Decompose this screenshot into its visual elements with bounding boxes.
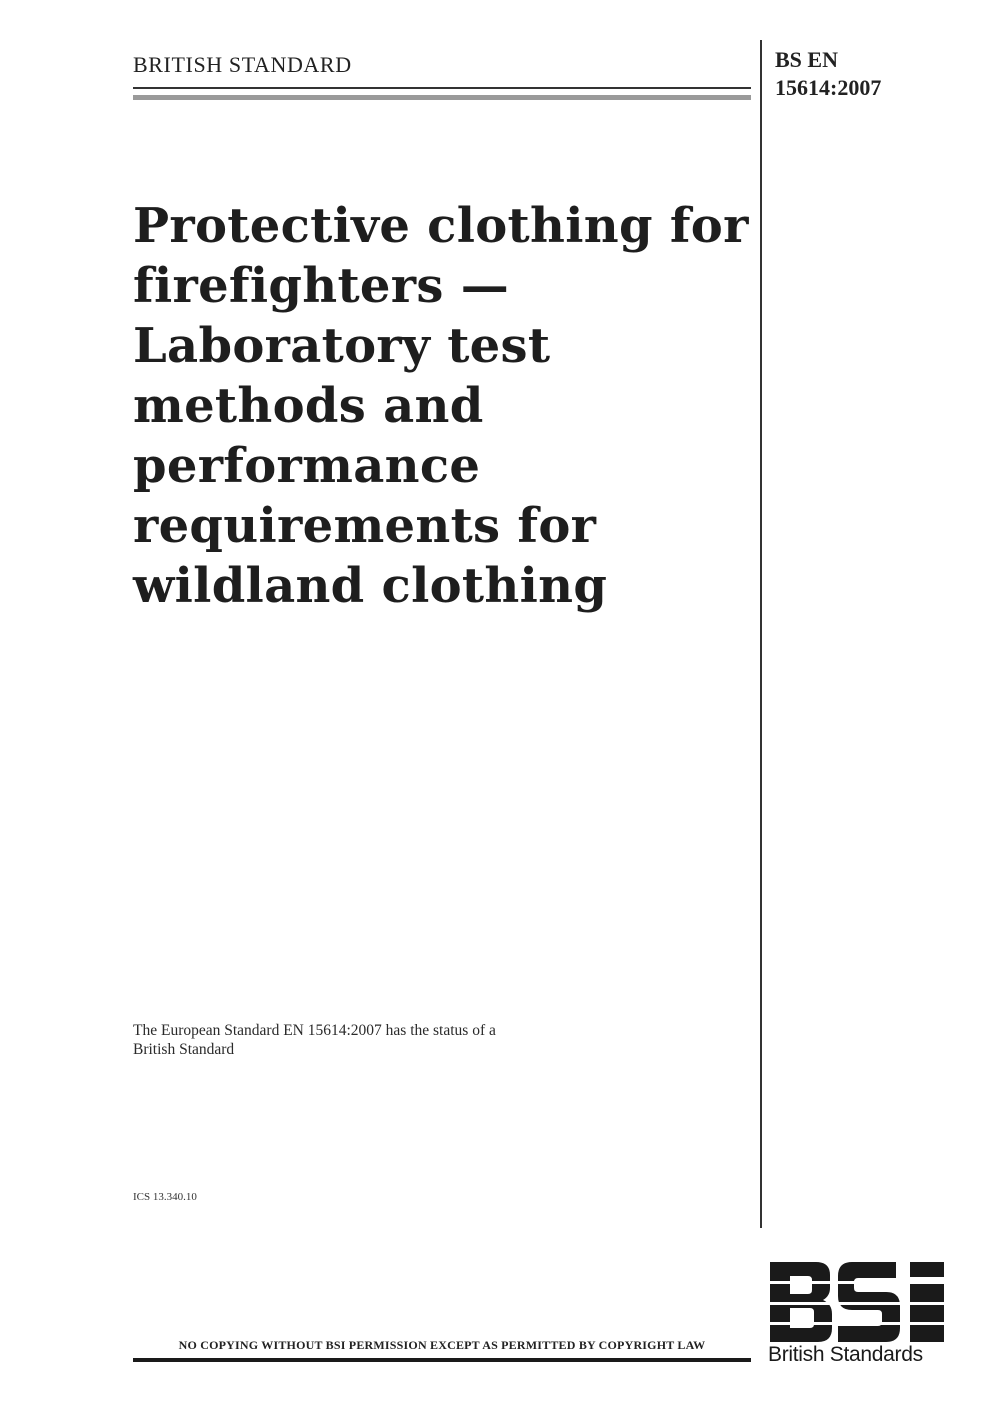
standard-type-label: BRITISH STANDARD [133, 52, 352, 77]
title-line: performance [133, 438, 481, 494]
bsi-logo-caption: British Standards [768, 1343, 923, 1366]
title-line: Protective clothing for [133, 198, 749, 254]
title-line: firefighters — [133, 258, 509, 314]
document-code [775, 46, 965, 102]
vertical-divider [760, 40, 762, 1228]
ics-code: ICS 13.340.10 [133, 1191, 197, 1203]
title-line: Laboratory test [133, 318, 551, 374]
status-statement [133, 1021, 693, 1059]
document-title [133, 196, 753, 616]
document-code-line-1: BS EN [775, 47, 838, 72]
status-line: The European Standard EN 15614:2007 has the status of a [133, 1022, 496, 1039]
title-line: methods and [133, 378, 484, 434]
copyright-notice: NO COPYING WITHOUT BSI PERMISSION EXCEPT AS PERMITTED BY COPYRIGHT LAW [178, 1338, 706, 1352]
header-rule-thick [133, 95, 751, 100]
footer-rule [133, 1358, 751, 1362]
title-line: requirements for [133, 498, 597, 554]
document-code-line-2: 15614:2007 [775, 75, 882, 100]
header-rule-thin [133, 87, 751, 89]
title-line: wildland clothing [133, 558, 608, 614]
status-line: British Standard [133, 1041, 235, 1058]
